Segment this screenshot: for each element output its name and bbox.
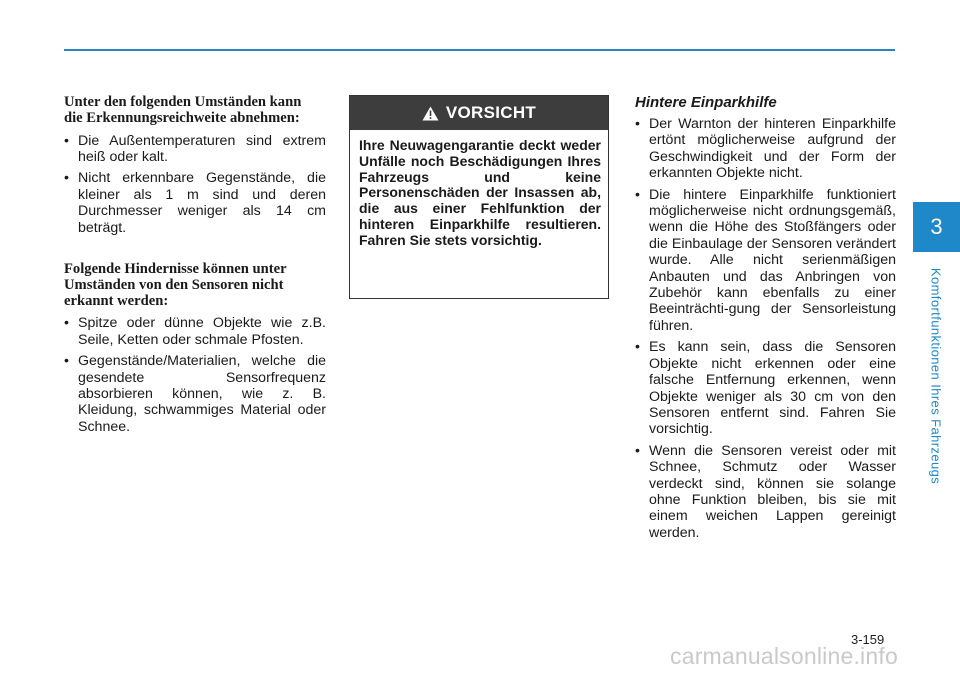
right-heading: Hintere Einparkhilfe	[635, 94, 777, 111]
left-heading-2: Folgende Hindernisse können unter Umständen von den Sensoren nicht erkannt werden:	[64, 261, 287, 309]
caution-text: Ihre Neuwagengarantie deckt weder Unfälle noch Beschädigungen Ihres Fahrzeugs und keine Personenschäden der Insassen ab, die aus einer Fehlfunktion der hinteren Einparkhilfe resultieren. Fahren Sie stets vorsichtig.	[359, 137, 601, 248]
left-bullet-list-1	[64, 133, 326, 236]
right-column	[635, 95, 896, 546]
caution-label: VORSICHT	[445, 103, 537, 122]
list-item: • Es kann sein, dass die Sensoren Objekte nicht erkennen oder eine falsche Entfernung erkennen, wenn Objekte weniger als 30 cm von den Sensoren entfernt sind. Fahren Sie vorsichtig.	[635, 339, 896, 437]
right-bullet-list	[635, 116, 896, 541]
list-item: • Gegenstände/Materialien, welche die gesendete Sensorfrequenz absorbieren können, wie z. B. Kleidung, schwammiges Material oder Schnee.	[64, 353, 326, 435]
left-column	[64, 95, 326, 440]
warning-triangle-icon	[422, 106, 439, 121]
list-item: • Die hintere Einparkhilfe funktioniert möglicherweise nicht ordnungsgemäß, wenn die Höhe des Stoßfängers oder die Einbaulage der Sensoren verändert wurde. Alle nicht serienmäßigen Anbauten und das Anbringen von Zubehör kann ebenfalls zu einer Beeinträchti-gung der Sensorleistung führen.	[635, 187, 896, 335]
header-rule	[64, 49, 895, 51]
list-item: • Nicht erkennbare Gegenstände, die kleiner als 1 m sind und deren Durchmesser weniger als 14 cm beträgt.	[64, 170, 326, 236]
list-item: • Wenn die Sensoren vereist oder mit Schnee, Schmutz oder Wasser verdeckt sind, können sie solange ohne Funktion bleiben, bis sie mit einem weichen Lappen gereinigt werden.	[635, 443, 896, 541]
left-bullet-list-2	[64, 315, 326, 435]
watermark: carmanualsonline.info	[670, 643, 898, 669]
list-item: • Die Außentemperaturen sind extrem heiß oder kalt.	[64, 133, 326, 166]
caution-header	[350, 96, 608, 130]
list-item: • Der Warnton der hinteren Einparkhilfe ertönt möglicherweise aufgrund der Geschwindigkeit und der Form der erkannten Objekte nicht.	[635, 116, 896, 182]
list-item: • Spitze oder dünne Objekte wie z.B. Seile, Ketten oder schmale Pfosten.	[64, 315, 326, 348]
left-heading-1: Unter den folgenden Umständen kann die Erkennungsreichweite abnehmen:	[64, 94, 302, 126]
chapter-number: 3	[930, 214, 943, 239]
page-number: 3-159	[851, 632, 885, 647]
chapter-title: Komfortfunktionen Ihres Fahrzeugs	[928, 267, 944, 485]
caution-box	[349, 95, 609, 299]
chapter-tab[interactable]	[913, 202, 960, 252]
